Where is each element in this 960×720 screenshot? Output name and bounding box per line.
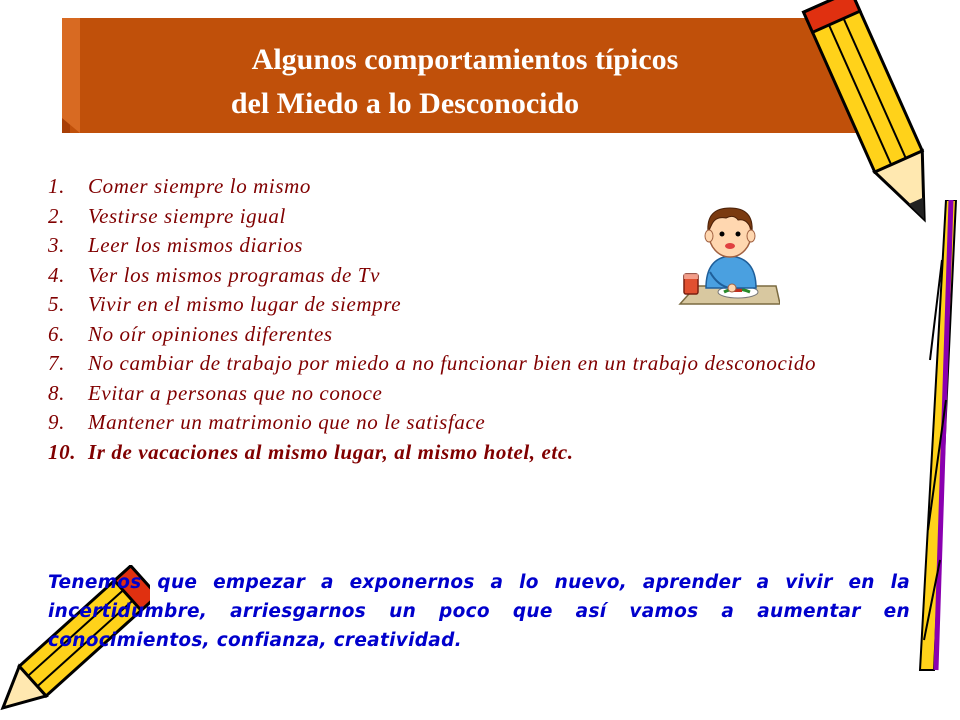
list-item-text: Vestirse siempre igual [88, 203, 286, 228]
boy-eating-clipart [676, 202, 780, 310]
list-item-number: 10. [48, 439, 77, 464]
list-item-number: 8. [48, 380, 65, 405]
closing-paragraph: Tenemos que empezar a exponernos a lo nuevo, aprender a vivir en la incertidumbre, arriesgarnos un poco que así vamos a aumentar en conocimientos, confianza, creatividad. [48, 572, 910, 651]
list-item [48, 172, 868, 202]
list-item-number: 3. [48, 233, 65, 257]
list-item-number: 2. [48, 203, 65, 228]
list-item [48, 438, 868, 468]
list-item [48, 349, 868, 379]
pen-icon [906, 200, 960, 680]
list-item-text: Ver los mismos programas de Tv [88, 262, 380, 287]
list-item [48, 379, 868, 409]
list-item-number: 9. [48, 410, 65, 434]
list-item-text: Mantener un matrimonio que no le satisface [88, 410, 486, 434]
list-item-number: 5. [48, 292, 65, 316]
list-item-text: No cambiar de trabajo por miedo a no funcionar bien en un trabajo desconocido [88, 351, 817, 375]
list-item-text: Comer siempre lo mismo [88, 174, 311, 198]
list-item-text: No oír opiniones diferentes [88, 321, 333, 346]
list-item-text: Leer los mismos diarios [88, 233, 304, 257]
list-item [48, 320, 868, 350]
list-item-number: 6. [48, 321, 65, 346]
list-item-number: 4. [48, 262, 65, 287]
list-item-text: Evitar a personas que no conoce [88, 380, 383, 405]
title-line-2: del Miedo a lo Desconocido [230, 87, 580, 120]
title-line-1: Algunos comportamientos típicos [251, 43, 679, 76]
list-item-number: 7. [48, 351, 65, 375]
list-item-text: Vivir en el mismo lugar de siempre [88, 292, 402, 316]
list-item-number: 1. [48, 174, 65, 198]
list-item-text: Ir de vacaciones al mismo lugar, al mismo hotel, etc. [88, 439, 574, 464]
list-item [48, 408, 868, 438]
slide-title [62, 38, 858, 126]
